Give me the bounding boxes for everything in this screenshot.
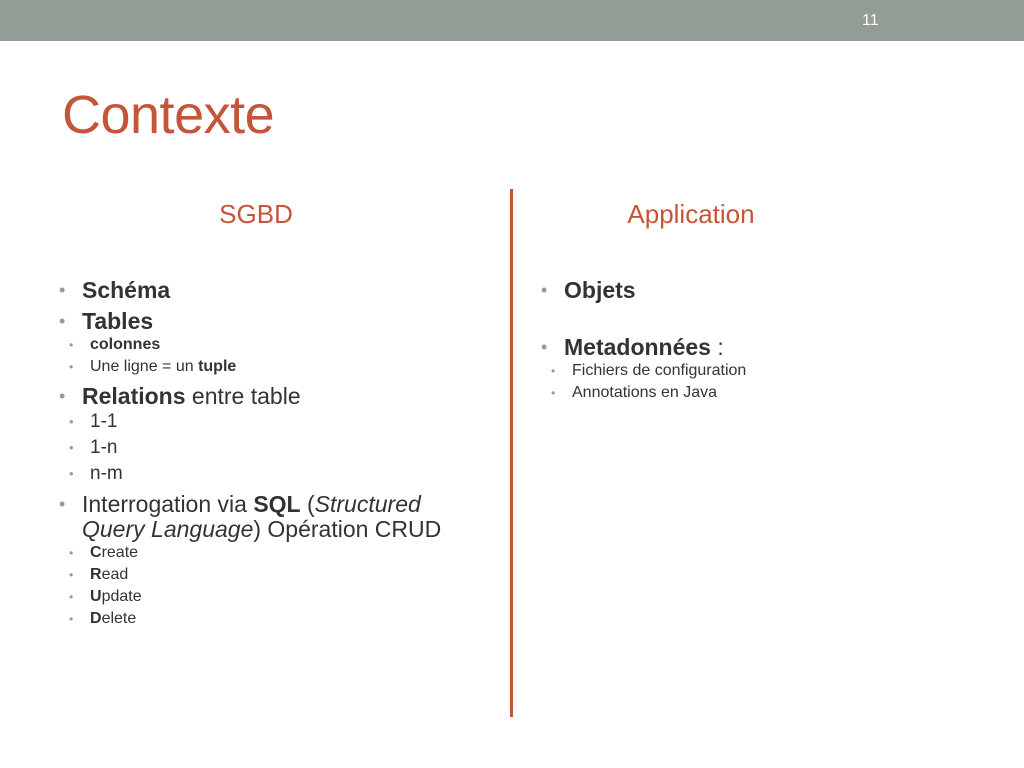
sub-bullet-n-m [59,461,479,487]
bullet-relations [59,383,479,409]
tuple-bold-text: tuple [198,358,237,375]
rel-1-n-text: 1-n [90,437,118,458]
crud-letter: D [90,610,102,627]
meta-rest-text: : [710,334,724,360]
interro-paren-text: ( [300,491,315,517]
sub-bullet-colonnes [59,334,479,356]
interro-sql-text: SQL [253,491,301,517]
sub-bullet-1-1 [59,409,479,435]
annotations-java-text: Annotations en Java [572,384,717,401]
rel-1-1-text: 1-1 [90,411,118,432]
objets-text: Objets [564,277,636,303]
crud-rest: ead [101,566,129,583]
top-bar [0,0,1024,41]
interro-prefix-text: Interrogation via [82,491,254,517]
relations-rest-text: entre table [185,383,301,409]
crud-item-delete [59,608,479,630]
column-divider [510,189,513,717]
crud-letter: U [90,588,102,605]
sub-bullet-1-n [59,435,479,461]
crud-item-create [59,542,479,564]
right-bullet-list [541,272,981,404]
sub-bullet-annotations-java [541,382,981,404]
meta-bold-text: Metadonnées [564,334,711,360]
sub-bullet-tuple [59,356,479,378]
bullet-tables [59,308,479,334]
crud-letter: R [90,566,102,583]
left-bullet-list [59,272,479,630]
fichiers-config-text: Fichiers de configuration [572,362,747,379]
tables-text: Tables [82,308,154,334]
interro-rest-text: ) Opération CRUD [253,516,442,542]
bullet-schema [59,277,479,303]
rel-n-m-text: n-m [90,463,123,484]
slide-number: 11 [862,12,879,29]
crud-letter: C [90,544,102,561]
crud-rest: elete [101,610,137,627]
bullet-interrogation [59,492,479,542]
tuple-prefix-text: Une ligne = un [90,358,199,375]
sub-bullet-fichiers-config [541,360,981,382]
bullet-metadonnees [541,334,981,360]
crud-item-read [59,564,479,586]
interro-italic-text: Structured Query Language [82,491,421,542]
schema-text: Schéma [82,277,171,303]
relations-bold-text: Relations [82,383,186,409]
colonnes-text: colonnes [90,336,161,353]
crud-rest: pdate [101,588,142,605]
slide-title: Contexte [62,85,275,145]
bullet-objets [541,277,981,303]
crud-item-update [59,586,479,608]
left-column-heading: SGBD [219,199,293,229]
crud-rest: reate [101,544,139,561]
right-column-heading: Application [627,199,755,229]
